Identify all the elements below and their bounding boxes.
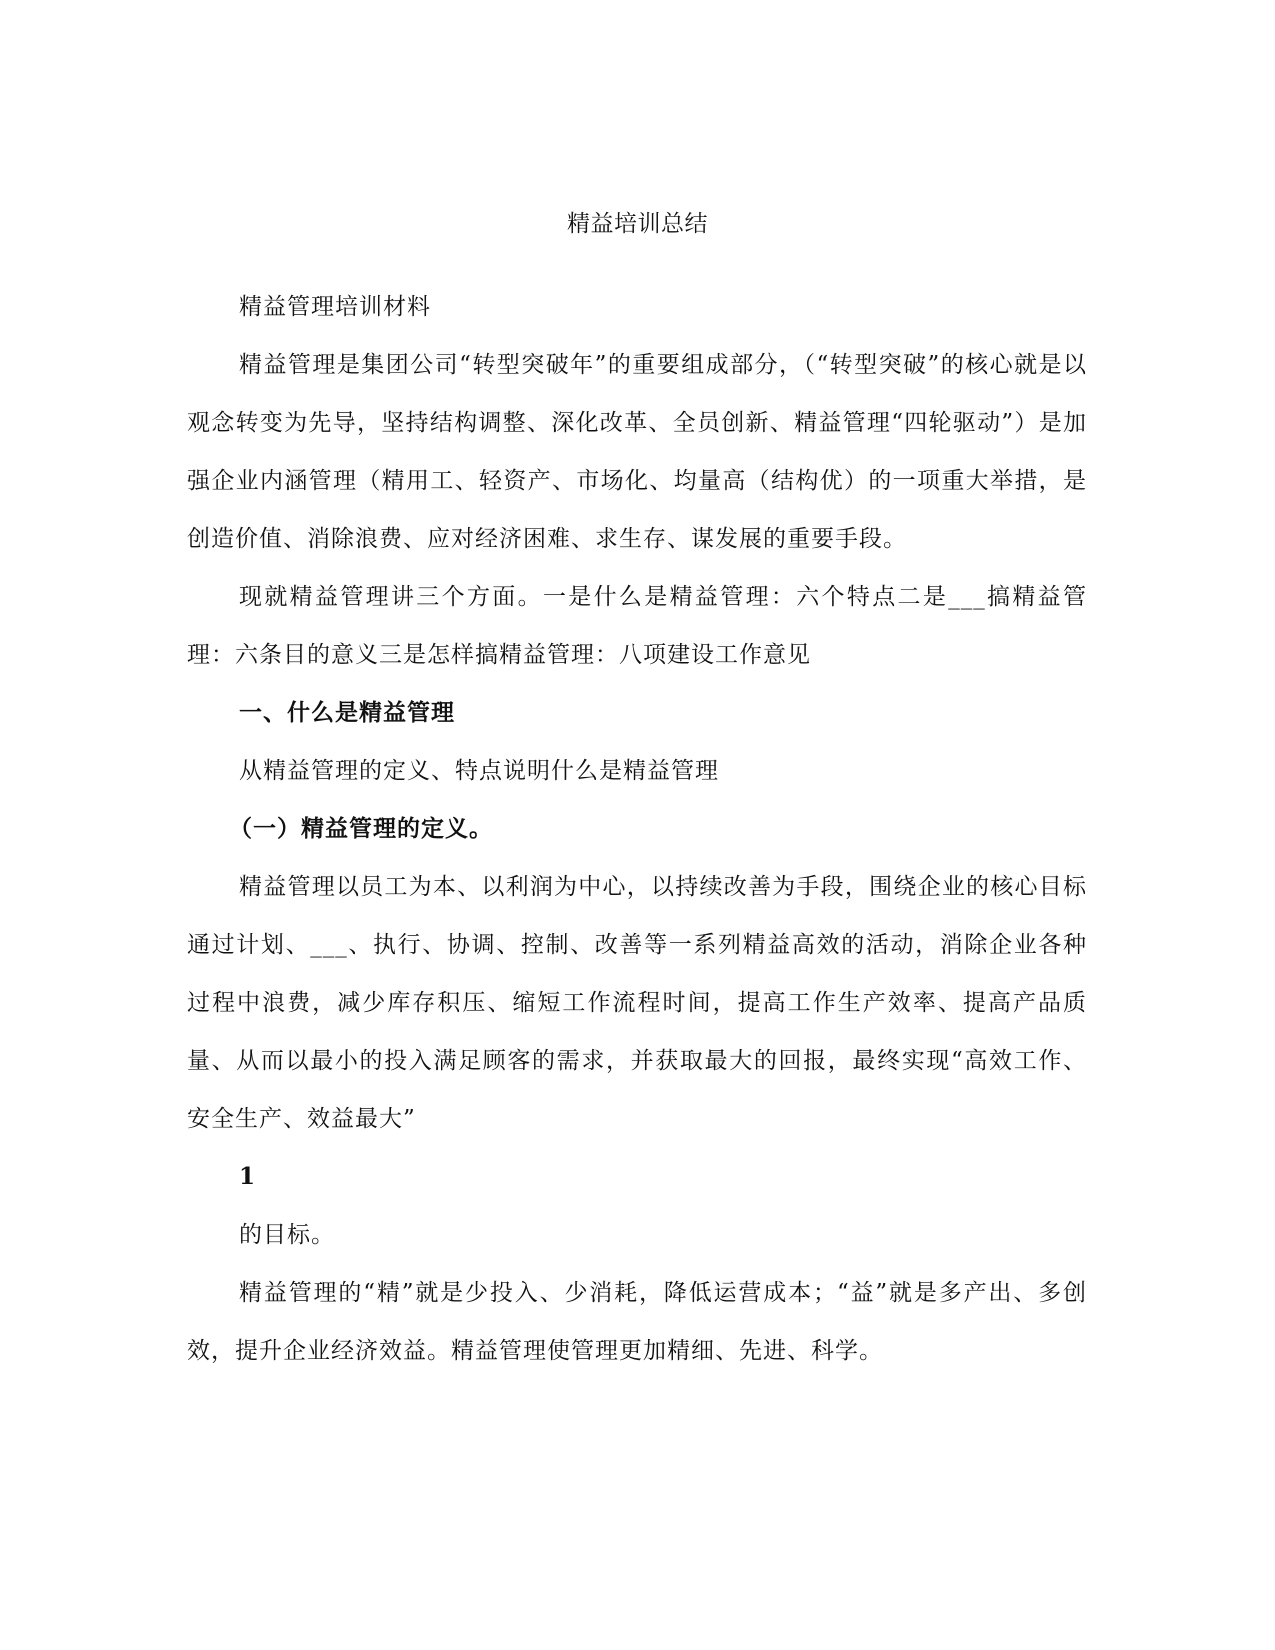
- paragraph-definition: 精益管理以员工为本、以利润为中心，以持续改善为手段，围绕企业的核心目标通过计划、___、执行、协调、控制、改善等一系列精益高效的活动，消除企业各种过程中浪费，减少库存积压、缩短工作流程时间，提高工作生产效率、提高产品质量、从而以最小的投入满足顾客的需求，并获取最大的回报，最终实现“高效工作、安全生产、效益最大”: [187, 874, 1087, 1132]
- paragraph-section-intro: 从精益管理的定义、特点说明什么是精益管理: [239, 758, 719, 784]
- paragraph-subtitle: 精益管理培训材料: [239, 294, 431, 320]
- page-number: 1: [239, 1163, 257, 1190]
- paragraph-introduction: 精益管理是集团公司“转型突破年”的重要组成部分，（“转型突破”的核心就是以观念转变为先导，坚持结构调整、深化改革、全员创新、精益管理“四轮驱动”）是加强企业内涵管理（精用工、轻资产、市场化、均量高（结构优）的一项重大举措，是创造价值、消除浪费、应对经济困难、求生存、谋发展的重要手段。: [187, 352, 1087, 552]
- paragraph-jing-yi: 精益管理的“精”就是少投入、少消耗，降低运营成本；“益”就是多产出、多创效，提升企业经济效益。精益管理使管理更加精细、先进、科学。: [187, 1280, 1087, 1364]
- subsection-heading-definition: （一）精益管理的定义。: [229, 815, 493, 842]
- paragraph-continuation: 的目标。: [239, 1222, 335, 1248]
- section-heading-what-is: 一、什么是精益管理: [239, 699, 455, 726]
- document-title: 精益培训总结: [567, 211, 708, 237]
- paragraph-three-aspects: 现就精益管理讲三个方面。一是什么是精益管理：六个特点二是___搞精益管理：六条目的意义三是怎样搞精益管理：八项建设工作意见: [187, 584, 1087, 668]
- document-body: [187, 278, 1087, 1380]
